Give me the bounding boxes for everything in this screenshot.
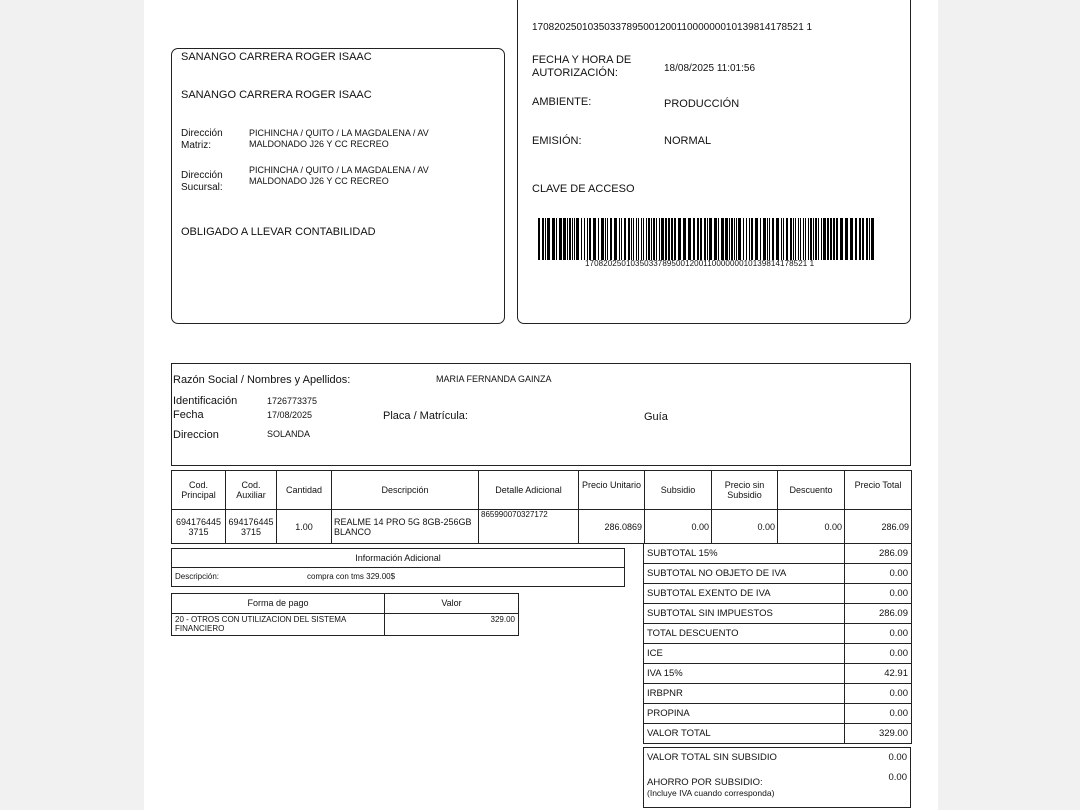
col-precio-sin-subsidio: Precio sin Subsidio — [712, 471, 778, 510]
barcode-bar — [786, 218, 788, 260]
barcode-bar — [659, 218, 660, 260]
barcode-bar — [587, 218, 588, 260]
barcode-bar — [678, 218, 681, 260]
items-header-row — [172, 471, 912, 510]
col-precio-total: Precio Total — [845, 471, 912, 510]
totals-label: SUBTOTAL SIN IMPUESTOS — [644, 604, 845, 624]
totals-label: SUBTOTAL EXENTO DE IVA — [644, 584, 845, 604]
barcode-bar — [845, 218, 848, 260]
totals-label: IRBPNR — [644, 684, 845, 704]
totals-value: 0.00 — [845, 624, 912, 644]
barcode-bar — [581, 218, 582, 260]
barcode-bar — [547, 218, 550, 260]
payment-forma: 20 - OTROS CON UTILIZACION DEL SISTEMA FINANCIERO — [172, 614, 385, 636]
guia-label: Guía — [644, 411, 668, 423]
totals-row — [644, 584, 912, 604]
barcode-bar — [746, 218, 747, 260]
subsidy-box — [643, 747, 911, 808]
authorization-box — [517, 0, 911, 324]
barcode-bar — [621, 218, 622, 260]
dir-sucursal-label: Dirección Sucursal: — [181, 170, 223, 193]
totals-value: 0.00 — [845, 564, 912, 584]
barcode-bar — [631, 218, 632, 260]
barcode-bar — [700, 218, 702, 260]
dir-sucursal-line2: MALDONADO J26 Y CC RECREO — [249, 176, 389, 186]
dir-sucursal-line1: PICHINCHA / QUITO / LA MAGDALENA / AV — [249, 165, 429, 175]
barcode-bar — [734, 218, 735, 260]
direccion-value: SOLANDA — [267, 429, 311, 439]
barcode-bar — [821, 218, 822, 260]
info-adicional-row — [172, 568, 624, 586]
col-cod-principal: Cod. Principal — [172, 471, 226, 510]
barcode-bar — [763, 218, 766, 260]
dir-matriz-line1: PICHINCHA / QUITO / LA MAGDALENA / AV — [249, 128, 429, 138]
barcode-bar — [869, 218, 870, 260]
barcode-bar — [683, 218, 686, 260]
barcode-bar — [574, 218, 575, 260]
ahorro-value: 0.00 — [888, 772, 907, 783]
clave-acceso-label: CLAVE DE ACCESO — [532, 183, 635, 195]
cell-descuento: 0.00 — [778, 510, 845, 544]
col-descripcion: Descripción — [332, 471, 479, 510]
barcode-bar — [871, 218, 874, 260]
totals-label: IVA 15% — [644, 664, 845, 684]
barcode-bar — [749, 218, 750, 260]
barcode-bar — [731, 218, 733, 260]
barcode-bar — [661, 218, 664, 260]
barcode-bar — [643, 218, 644, 260]
barcode-bar — [793, 218, 794, 260]
barcode-bar — [725, 218, 728, 260]
barcode-bar — [795, 218, 796, 260]
barcode-bar — [772, 218, 774, 260]
barcode-bar — [833, 218, 835, 260]
direccion-label: Direccion — [173, 429, 219, 441]
barcode-bar — [641, 218, 642, 260]
barcode-bar — [813, 218, 814, 260]
barcode-bar — [569, 218, 571, 260]
barcode-bar — [738, 218, 741, 260]
items-table — [171, 470, 912, 544]
totals-label: TOTAL DESCUENTO — [644, 624, 845, 644]
ahorro-label: AHORRO POR SUBSIDIO: — [647, 777, 763, 788]
barcode-bar — [830, 218, 832, 260]
dir-sucursal-value — [249, 165, 429, 187]
barcode-bar — [751, 218, 753, 260]
totals-value: 0.00 — [845, 684, 912, 704]
cell-cantidad: 1.00 — [277, 510, 332, 544]
barcode-bar — [704, 218, 706, 260]
barcode-bar — [859, 218, 861, 260]
col-subsidio: Subsidio — [645, 471, 712, 510]
barcode-bar — [605, 218, 606, 260]
razon-social-value: MARIA FERNANDA GAINZA — [436, 374, 552, 384]
totals-row — [644, 564, 912, 584]
barcode-bar — [648, 218, 650, 260]
cell-descripcion: REALME 14 PRO 5G 8GB-256GB BLANCO — [332, 510, 479, 544]
barcode-bar — [576, 218, 579, 260]
ambiente-label: AMBIENTE: — [532, 96, 592, 108]
totals-value: 0.00 — [845, 644, 912, 664]
barcode-bar — [721, 218, 724, 260]
barcode-bar — [693, 218, 695, 260]
info-desc-value: compra con tms 329.00$ — [307, 572, 396, 581]
contabilidad-text: OBLIGADO A LLEVAR CONTABILIDAD — [181, 226, 376, 238]
col-detalle-adicional: Detalle Adicional — [479, 471, 579, 510]
totals-value: 329.00 — [845, 724, 912, 744]
barcode-bar — [743, 218, 744, 260]
barcode-bar — [559, 218, 562, 260]
barcode-bar — [638, 218, 639, 260]
barcode-bar — [718, 218, 719, 260]
barcode-text: 1708202501035033789500120011000000010139814178521 1 — [585, 259, 815, 268]
table-row — [172, 510, 912, 544]
info-desc-label: Descripción: — [175, 572, 220, 581]
barcode-bar — [646, 218, 647, 260]
barcode-bar — [607, 218, 608, 260]
info-adicional-title: Información Adicional — [172, 549, 624, 568]
barcode-bar — [674, 218, 676, 260]
col-cod-auxiliar: Cod. Auxiliar — [226, 471, 277, 510]
payment-col-valor: Valor — [385, 594, 519, 614]
barcode-bar — [628, 218, 630, 260]
totals-row — [644, 544, 912, 564]
barcode-bar — [729, 218, 730, 260]
totals-value: 286.09 — [845, 544, 912, 564]
identificacion-value: 1726773375 — [267, 396, 318, 406]
razon-social-label: Razón Social / Nombres y Apellidos: — [173, 374, 351, 386]
client-box — [171, 363, 911, 466]
col-cantidad: Cantidad — [277, 471, 332, 510]
totals-label: SUBTOTAL 15% — [644, 544, 845, 564]
emision-value: NORMAL — [664, 135, 712, 147]
cell-subsidio: 0.00 — [645, 510, 712, 544]
totals-row — [644, 604, 912, 624]
barcode-bar — [808, 218, 809, 260]
emitter-nombre-comercial: SANANGO CARRERA ROGER ISAAC — [181, 89, 372, 101]
barcode-bar — [653, 218, 655, 260]
barcode-bar — [767, 218, 768, 260]
barcode-bar — [810, 218, 812, 260]
barcode-bar — [818, 218, 819, 260]
barcode-bar — [707, 218, 708, 260]
ambiente-value: PRODUCCIÓN — [664, 98, 740, 110]
barcode-bar — [850, 218, 853, 260]
payment-col-forma: Forma de pago — [172, 594, 385, 614]
subsidy-total-value: 0.00 — [888, 752, 907, 763]
totals-table — [643, 543, 912, 744]
barcode-bar — [862, 218, 864, 260]
barcode-bar — [866, 218, 868, 260]
ahorro-note: (Incluye IVA cuando corresponda) — [647, 788, 775, 798]
fecha-value: 17/08/2025 — [267, 410, 313, 420]
totals-row — [644, 624, 912, 644]
info-adicional-box — [171, 548, 625, 587]
totals-label: ICE — [644, 644, 845, 664]
barcode-bar — [790, 218, 792, 260]
barcode-bar — [619, 218, 620, 260]
dir-matriz-label: Dirección Matriz: — [181, 128, 223, 151]
barcode-bar — [783, 218, 784, 260]
totals-label: SUBTOTAL NO OBJETO DE IVA — [644, 564, 845, 584]
barcode-bar — [589, 218, 591, 260]
barcode-bar — [836, 218, 838, 260]
totals-row — [644, 724, 912, 744]
emitter-box — [171, 48, 505, 324]
barcode-image — [538, 218, 876, 260]
barcode-bar — [671, 218, 673, 260]
barcode-bar — [614, 218, 617, 260]
cell-precio-sin-subsidio: 0.00 — [712, 510, 778, 544]
totals-row — [644, 704, 912, 724]
barcode-bar — [567, 218, 568, 260]
totals-row — [644, 684, 912, 704]
barcode-bar — [840, 218, 843, 260]
fecha-autorizacion-value: 18/08/2025 11:01:56 — [664, 63, 756, 74]
barcode-bar — [542, 218, 544, 260]
fecha-autorizacion-label: FECHA Y HORA DE AUTORIZACIÓN: — [532, 54, 632, 79]
totals-label: VALOR TOTAL — [644, 724, 845, 744]
cell-detalle-adicional: 865990070327172 — [479, 510, 579, 544]
barcode-bar — [610, 218, 612, 260]
barcode-bar — [688, 218, 691, 260]
barcode-bar — [697, 218, 699, 260]
placa-label: Placa / Matrícula: — [383, 410, 468, 422]
barcode-bar — [781, 218, 782, 260]
totals-value: 0.00 — [845, 704, 912, 724]
payment-table — [171, 593, 519, 636]
cell-precio-total: 286.09 — [845, 510, 912, 544]
barcode-bar — [572, 218, 573, 260]
barcode-bar — [714, 218, 717, 260]
barcode-bar — [598, 218, 599, 260]
barcode-bar — [636, 218, 637, 260]
barcode-bar — [760, 218, 761, 260]
barcode-bar — [815, 218, 817, 260]
table-row — [172, 614, 519, 636]
col-descuento: Descuento — [778, 471, 845, 510]
dir-matriz-line2: MALDONADO J26 Y CC RECREO — [249, 139, 389, 149]
barcode-bar — [651, 218, 652, 260]
barcode-bar — [798, 218, 799, 260]
barcode-bar — [538, 218, 540, 260]
barcode-bar — [823, 218, 826, 260]
cell-cod-principal: 6941764453715 — [172, 510, 226, 544]
barcode-bar — [633, 218, 634, 260]
barcode-bar — [668, 218, 670, 260]
barcode-bar — [827, 218, 829, 260]
barcode-bar — [800, 218, 801, 260]
cell-precio-unitario: 286.0869 — [579, 510, 645, 544]
barcode-bar — [665, 218, 667, 260]
totals-label: PROPINA — [644, 704, 845, 724]
emitter-razon-social: SANANGO CARRERA ROGER ISAAC — [181, 51, 372, 63]
barcode-bar — [736, 218, 737, 260]
totals-value: 286.09 — [845, 604, 912, 624]
barcode-bar — [552, 218, 555, 260]
col-precio-unitario: Precio Unitario — [579, 471, 645, 510]
barcode-bar — [545, 218, 546, 260]
barcode-bar — [776, 218, 779, 260]
barcode-bar — [803, 218, 804, 260]
emision-label: EMISIÓN: — [532, 135, 582, 147]
barcode-bar — [563, 218, 566, 260]
barcode-bar — [805, 218, 806, 260]
dir-matriz-value — [249, 128, 429, 150]
totals-row — [644, 664, 912, 684]
barcode-bar — [593, 218, 596, 260]
identificacion-label: Identificación — [173, 395, 238, 407]
cell-cod-auxiliar: 6941764453715 — [226, 510, 277, 544]
authorization-number: 1708202501035033789500120011000000010139814178521 1 — [532, 22, 813, 33]
barcode-bar — [855, 218, 857, 260]
totals-row — [644, 644, 912, 664]
barcode-bar — [769, 218, 770, 260]
barcode-bar — [624, 218, 626, 260]
fecha-label: Fecha — [173, 409, 204, 421]
invoice-page — [144, 0, 938, 810]
barcode-bar — [709, 218, 712, 260]
barcode-bar — [584, 218, 585, 260]
subsidy-total-label: VALOR TOTAL SIN SUBSIDIO — [647, 752, 777, 763]
barcode-bar — [556, 218, 557, 260]
barcode-bar — [601, 218, 604, 260]
totals-value: 0.00 — [845, 584, 912, 604]
barcode-bar — [755, 218, 758, 260]
totals-value: 42.91 — [845, 664, 912, 684]
payment-valor: 329.00 — [385, 614, 519, 636]
barcode-bar — [656, 218, 657, 260]
